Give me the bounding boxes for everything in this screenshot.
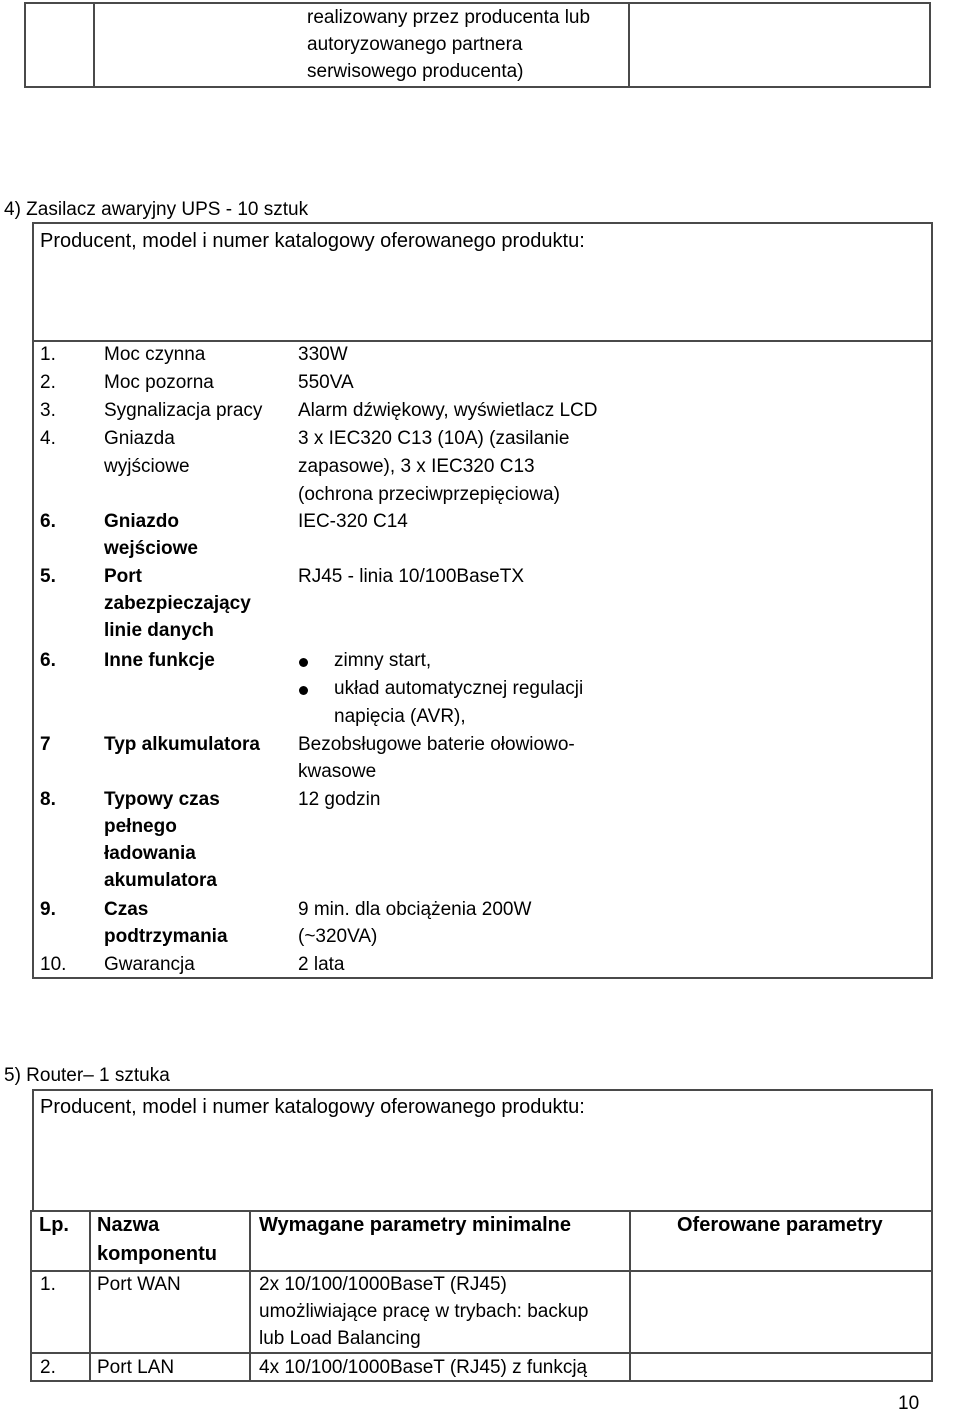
col-header-lp: Lp. <box>39 1214 69 1236</box>
spec-num: 8. <box>40 789 56 810</box>
router-row-params: 4x 10/100/1000BaseT (RJ45) z funkcją <box>259 1357 588 1378</box>
spec-value: 330W <box>298 344 348 365</box>
spec-name: Typ alkumulatora <box>104 734 260 755</box>
spec-num: 5. <box>40 566 56 587</box>
spec-name: podtrzymania <box>104 926 228 947</box>
cell-line: serwisowego producenta) <box>307 61 524 82</box>
spec-name: linie danych <box>104 620 214 641</box>
spec-value: zapasowe), 3 x IEC320 C13 <box>298 456 535 477</box>
router-row-lp: 2. <box>40 1357 56 1378</box>
spec-value: 12 godzin <box>298 789 381 810</box>
router-row-params: lub Load Balancing <box>259 1328 421 1349</box>
spec-name: Gniazdo <box>104 511 179 532</box>
ups-producer-label: Producent, model i numer katalogowy oferowanego produktu: <box>40 230 585 252</box>
spec-name: Sygnalizacja pracy <box>104 400 263 421</box>
spec-name: ładowania <box>104 843 196 864</box>
spec-bullet-text: napięcia (AVR), <box>334 706 466 727</box>
router-table-divider <box>629 1210 631 1382</box>
top-table-cell <box>307 4 590 85</box>
spec-num: 9. <box>40 899 56 920</box>
section-4-heading: 4) Zasilacz awaryjny UPS - 10 sztuk <box>4 199 309 220</box>
spec-value: IEC-320 C14 <box>298 511 408 532</box>
router-row-lp: 1. <box>40 1274 56 1295</box>
router-row-name: Port LAN <box>97 1357 175 1378</box>
spec-num: 1. <box>40 344 56 365</box>
spec-name: Gwarancja <box>104 954 195 975</box>
router-producer-label: Producent, model i numer katalogowy oferowanego produktu: <box>40 1096 585 1118</box>
spec-name: Inne funkcje <box>104 650 215 671</box>
spec-value: (~320VA) <box>298 926 378 947</box>
router-row-params: umożliwiające pracę w trybach: backup <box>259 1301 589 1322</box>
spec-num: 6. <box>40 650 56 671</box>
spec-name: wejściowe <box>104 538 198 559</box>
spec-value: 9 min. dla obciążenia 200W <box>298 899 532 920</box>
cell-line: realizowany przez producenta lub <box>307 7 591 28</box>
spec-value: kwasowe <box>298 761 377 782</box>
spec-num: 2. <box>40 372 56 393</box>
spec-num: 10. <box>40 954 67 975</box>
spec-value: RJ45 - linia 10/100BaseTX <box>298 566 525 587</box>
spec-name: wyjściowe <box>104 456 190 477</box>
spec-num: 4. <box>40 428 56 449</box>
page-number: 10 <box>898 1393 920 1414</box>
spec-name: Czas <box>104 899 149 920</box>
router-row-name: Port WAN <box>97 1274 181 1295</box>
section-5-heading: 5) Router– 1 sztuka <box>4 1065 170 1086</box>
spec-name: Typowy czas <box>104 789 220 810</box>
spec-num: 3. <box>40 400 56 421</box>
router-table-divider <box>249 1210 251 1382</box>
router-table-divider <box>89 1210 91 1382</box>
spec-name: zabezpieczający <box>104 593 251 614</box>
spec-name: Moc pozorna <box>104 372 214 393</box>
spec-name: Port <box>104 566 142 587</box>
router-row-params: 2x 10/100/1000BaseT (RJ45) <box>259 1274 507 1295</box>
spec-num: 6. <box>40 511 56 532</box>
spec-bullet-text: układ automatycznej regulacji <box>334 678 584 699</box>
top-table-divider <box>93 2 95 88</box>
spec-name: Moc czynna <box>104 344 206 365</box>
bullet-icon <box>299 658 308 667</box>
col-header-name: komponentu <box>97 1243 217 1265</box>
spec-name: pełnego <box>104 816 177 837</box>
spec-value: 3 x IEC320 C13 (10A) (zasilanie <box>298 428 570 449</box>
spec-name: akumulatora <box>104 870 217 891</box>
spec-num: 7 <box>40 734 51 755</box>
spec-value: 550VA <box>298 372 354 393</box>
col-header-offered: Oferowane parametry <box>677 1214 883 1236</box>
spec-value: (ochrona przeciwprzepięciowa) <box>298 484 560 505</box>
top-table-divider <box>628 2 630 88</box>
spec-value: Bezobsługowe baterie ołowiowo- <box>298 734 575 755</box>
cell-line: autoryzowanego partnera <box>307 34 523 55</box>
spec-bullet-text: zimny start, <box>334 650 432 671</box>
spec-name: Gniazda <box>104 428 175 449</box>
spec-value: 2 lata <box>298 954 345 975</box>
col-header-name: Nazwa <box>97 1214 160 1236</box>
bullet-icon <box>299 686 308 695</box>
col-header-params: Wymagane parametry minimalne <box>259 1214 571 1236</box>
spec-value: Alarm dźwiękowy, wyświetlacz LCD <box>298 400 598 421</box>
